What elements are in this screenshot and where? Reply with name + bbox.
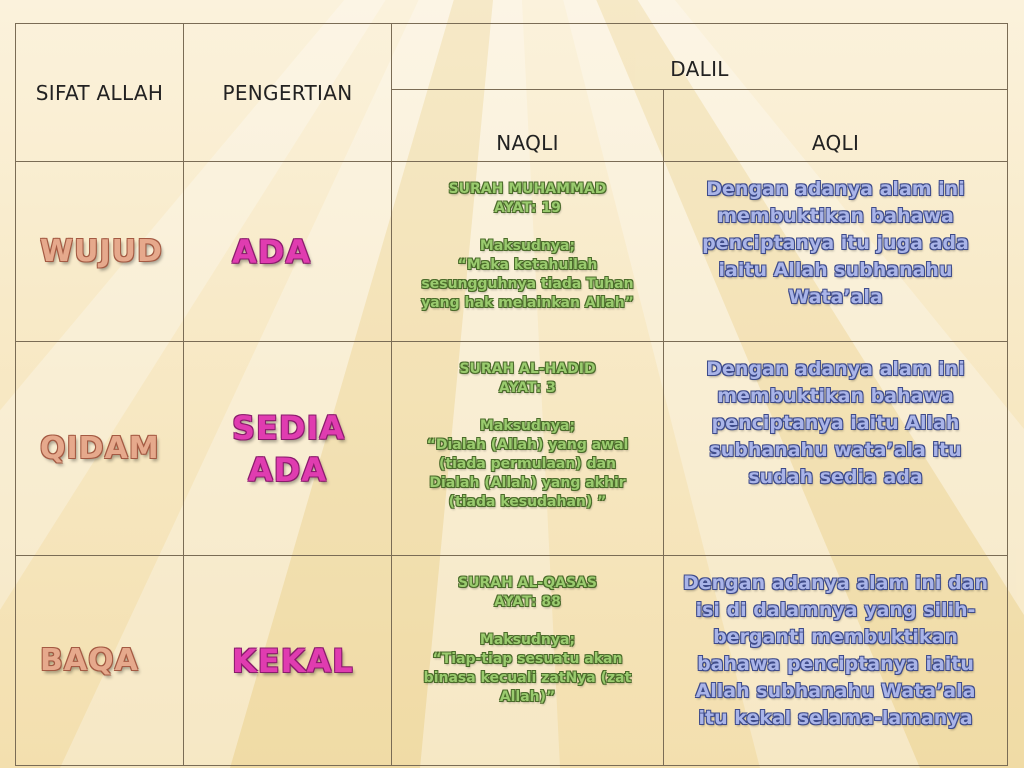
aqli-line: Dengan adanya alam ini xyxy=(706,178,965,200)
maksud-line: binasa kecuali zatNya (zat xyxy=(423,670,632,686)
pengertian-text: ADA xyxy=(248,450,328,489)
ayat-number: AYAT: 88 xyxy=(494,594,561,610)
aqli-cell xyxy=(664,162,1008,342)
maksud-line: Dialah (Allah) yang akhir xyxy=(429,475,626,491)
naqli-cell xyxy=(392,556,664,766)
surah-name: SURAH MUHAMMAD xyxy=(448,181,607,197)
ayat-number: AYAT: 19 xyxy=(494,200,561,216)
maksud-line: (tiada permulaan) dan xyxy=(438,456,617,472)
pengertian-text: SEDIA xyxy=(232,408,346,447)
maksud-line: (tiada kesudahan) ” xyxy=(448,494,607,510)
aqli-line: subhanahu wata’ala itu xyxy=(709,439,962,461)
aqli-line: sudah sedia ada xyxy=(748,466,923,488)
maksud-line: yang hak melainkan Allah” xyxy=(421,295,634,311)
sifat-cell: WUJUD xyxy=(16,162,184,342)
pengertian-text: ADA xyxy=(232,232,312,271)
aqli-line: isi di dalamnya yang silih- xyxy=(695,599,976,621)
sifat-allah-table xyxy=(15,23,1008,766)
aqli-line: penciptanya iaitu Allah xyxy=(711,412,960,434)
sifat-cell: BAQA xyxy=(16,556,184,766)
aqli-line: Dengan adanya alam ini dan xyxy=(682,572,989,594)
aqli-line: berganti membuktikan xyxy=(713,626,958,648)
aqli-line: penciptanya itu juga ada xyxy=(702,232,969,254)
maksud-line: “Dialah (Allah) yang awal xyxy=(426,437,629,453)
aqli-line: iaitu Allah subhanahu xyxy=(718,259,953,281)
surah-name: SURAH AL-HADID xyxy=(459,361,596,377)
pengertian-text: KEKAL xyxy=(232,641,354,680)
naqli-cell xyxy=(392,162,664,342)
maksud-line: “Tiap-tiap sesuatu akan xyxy=(432,651,623,667)
header-row xyxy=(16,24,1008,90)
naqli-cell xyxy=(392,342,664,556)
table-row xyxy=(16,556,1008,766)
pengertian-cell xyxy=(184,556,392,766)
maksud-line: sesungguhnya tiada Tuhan xyxy=(421,276,634,292)
sifat-cell: QIDAM xyxy=(16,342,184,556)
aqli-line: Dengan adanya alam ini xyxy=(706,358,965,380)
header-aqli: AQLI xyxy=(664,90,1008,162)
header-pengertian: PENGERTIAN xyxy=(184,24,392,162)
header-naqli: NAQLI xyxy=(392,90,664,162)
header-sifat-allah: SIFAT ALLAH xyxy=(16,24,184,162)
table-row xyxy=(16,162,1008,342)
aqli-cell xyxy=(664,342,1008,556)
aqli-line: Allah subhanahu Wata’ala xyxy=(695,680,976,702)
pengertian-cell xyxy=(184,162,392,342)
table-row xyxy=(16,342,1008,556)
aqli-line: bahawa penciptanya iaitu xyxy=(697,653,974,675)
maksud-label: Maksudnya; xyxy=(479,632,576,648)
maksud-label: Maksudnya; xyxy=(479,238,576,254)
header-dalil: DALIL xyxy=(392,24,1008,90)
aqli-cell xyxy=(664,556,1008,766)
maksud-label: Maksudnya; xyxy=(479,418,576,434)
maksud-line: “Maka ketahuilah xyxy=(457,257,598,273)
aqli-line: Wata’ala xyxy=(788,286,883,308)
aqli-line: membuktikan bahawa xyxy=(717,205,954,227)
aqli-line: itu kekal selama-lamanya xyxy=(698,707,973,729)
aqli-line: membuktikan bahawa xyxy=(717,385,954,407)
ayat-number: AYAT: 3 xyxy=(498,380,557,396)
maksud-line: Allah)” xyxy=(499,689,556,705)
pengertian-cell xyxy=(184,342,392,556)
surah-name: SURAH AL-QASAS xyxy=(458,575,597,591)
